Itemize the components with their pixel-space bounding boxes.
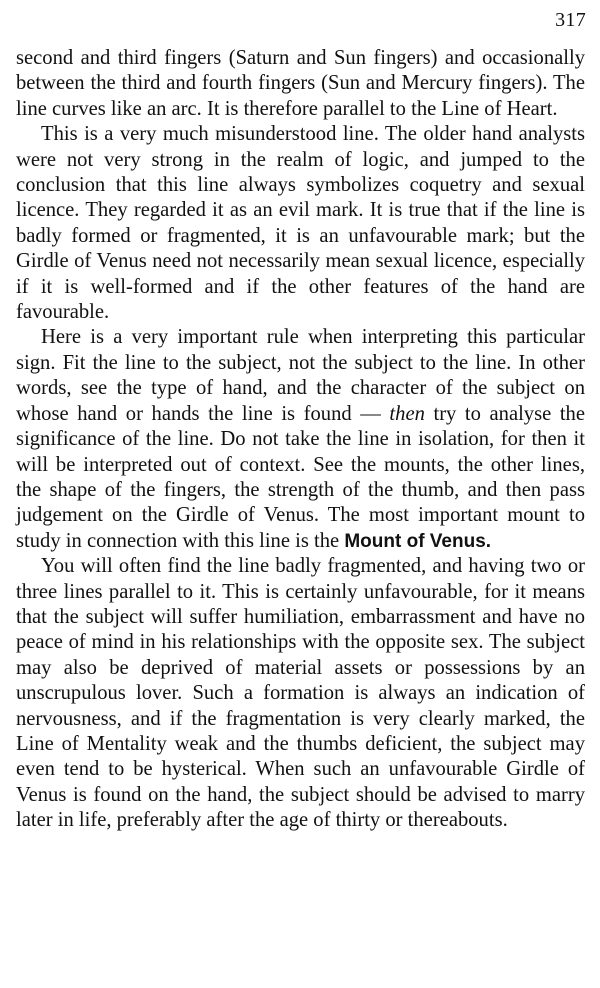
paragraph-4: You will often find the line badly fragmented, and having two or three lines parallel to it. This is certainly unfavourable, for it means that the subject will suffer humiliation, embarrassment and have no peace of mind in his relationships with the opposite sex. The subject may also be deprived of material assets or possessions by an unscrupulous lover. Such a formation is always an indication of nervousness, and if the fragmentation is very clearly marked, the Line of Mentality weak and the thumbs deficient, the subject may even tend to be hysterical. When such an unfavourable Girdle of Venus is found on the hand, the subject should be advised to marry later in life, preferably after the age of thirty or thereabouts. [16, 555, 585, 832]
paragraph-2: This is a very much misunderstood line. The older hand analysts were not very strong in the realm of logic, and jumped to the conclusion that this line always symbolizes coquetry and sexual licence. They regarded it as an evil mark. It is true that if the line is badly formed or fragmented, it is an unfavourable mark; but the Girdle of Venus need not necessarily mean sexual licence, especially if it is well-formed and if the other features of the hand are favourable. [16, 123, 585, 324]
paragraph-3-text-a: Here is a very important rule when interpreting this particular sign. Fit the line to the subject, not the subject to the line. In other words, see the type of hand, and the character of the subject on whose hand or hands the line is found — [16, 326, 585, 425]
mount-of-venus-bold: Mount of Venus. [344, 530, 492, 552]
paragraph-1: second and third fingers (Saturn and Sun fingers) and occasionally between the third and fourth fingers (Sun and Mercury fingers). The line curves like an arc. It is therefore parallel to the Line of Heart. [16, 47, 585, 120]
emphasis-then: then [389, 402, 425, 425]
paragraph-3-text-b: try to analyse the significance of the line. Do not take the line in isolation, for then it will be interpreted out of context. See the mounts, the other lines, the shape of the fingers, the strength of the thumb, and then pass judgement on the Girdle of Venus. The most important mount to study in connection with this line is the [16, 402, 585, 552]
paragraph-3 [16, 325, 585, 554]
page-number: 317 [555, 9, 586, 31]
body-text [16, 46, 585, 834]
